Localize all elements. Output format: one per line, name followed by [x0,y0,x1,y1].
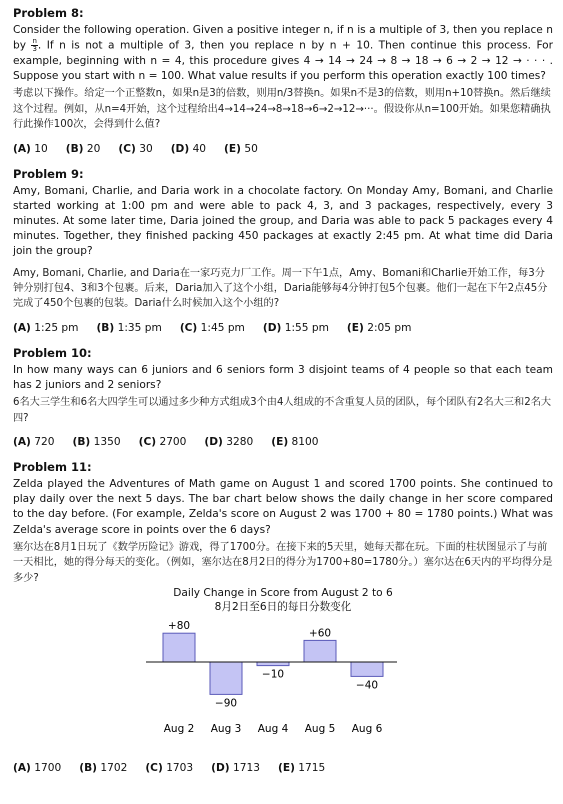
bar-aug-3 [210,662,242,694]
chart-title: Daily Change in Score from August 2 to 6 [173,587,393,600]
category-label: Aug 6 [351,723,383,736]
problem-text-zh: 塞尔达在8月1日玩了《数学历险记》游戏，得了1700分。在接下来的5天里，她每天都在玩。下面的柱状图显示了与前一天相比，她的得分每天的变化。（例如，塞尔达在8月2日的得分为1700+80=1780分。）塞尔达在6天内的平均得分是多少? [13,541,553,584]
chart-plot [13,614,553,754]
choice-c[interactable]: (C) 2700 [138,435,187,448]
choice-d[interactable]: (D) 40 [170,142,207,155]
choice-a[interactable]: (A) 10 [13,142,48,155]
problem-text-zh: 6名大三学生和6名大四学生可以通过多少种方式组成3个由4人组成的不含重复人员的团队，每个团队有2名大三和2名大四? [13,397,552,424]
choice-e[interactable]: (E) 2:05 pm [346,321,412,334]
problem-text-en: Consider the following operation. Given a positive integer n, if n is a multiple of 3, then you replace n by $\frac{n}{3}$ . If n is not a multiple of 3, then you replace n by n + 10. Then continue this process. For example, beginning with n = 4, this procedure gives 4 → 14 → 24 → 8 → 18 → 6 → 2 → 12 → · · · . Suppose you start with n = 100. What value results if you perform this operation exactly 100 times? [13,24,554,83]
bar-chart [13,586,553,756]
category-label: Aug 2 [163,723,195,736]
problem-9 [13,167,553,334]
choice-b[interactable]: (B) 1:35 pm [96,321,162,334]
problem-text-zh: Amy, Bomani, Charlie, and Daria在一家巧克力厂工作。周一下午1点，Amy、Bomani和Charlie开始工作，每3分钟分别打包4、3和3个包裹。后来，Daria加入了这个小组，Daria能够每4分钟打包5个包裹。他们一起在下午2点45分完成了450个包裹的包装。Daria什么时候加入这个小组的? [13,267,548,310]
data-label: −90 [214,697,238,710]
choice-b[interactable]: (B) 20 [65,142,101,155]
choice-a[interactable]: (A) 1:25 pm [13,321,79,334]
fraction: $\frac{n}{3}$ [32,37,37,54]
choice-a[interactable]: (A) 1700 [13,762,62,775]
bar-aug-4 [257,662,289,666]
bar-aug-5 [304,640,336,662]
problem-title: Problem 8: [13,6,84,20]
problem-text-en: Zelda played the Adventures of Math game on August 1 and scored 1700 points. She continued to play daily over the next 5 days. The bar chart below shows the daily change in her score compared to the day before. (For example, Zelda's score on August 2 was 1700 + 80 = 1780 points.) What was Zelda's average score in points over the 6 days? [13,477,553,536]
answer-choices [13,762,553,774]
choice-c[interactable]: (C) 30 [118,142,153,155]
data-label: −40 [355,679,379,692]
data-label: −10 [261,668,285,681]
problem-text-zh: 考虑以下操作。给定一个正整数n，如果n是3的倍数，则用n/3替换n。如果n不是3的倍数，则用n+10替换n。然后继续这个过程。例如，从n=4开始，这个过程给出4→14→24→8→18→6→2→12→···。假设你从n=100开始。如果您精确执行此操作100次，会得到什么值? [13,88,551,131]
choice-d[interactable]: (D) 3280 [204,435,254,448]
category-label: Aug 3 [210,723,242,736]
choice-e[interactable]: (E) 50 [224,142,258,155]
problem-title: Problem 10: [13,345,92,360]
problem-text-en: Amy, Bomani, Charlie, and Daria work in a chocolate factory. On Monday Amy, Bomani, and Charlie started working at 1:00 pm and were able to pack 4, 3, and 3 packages, respectively, every 3 minutes. At some later time, Daria joined the group, and Daria was able to pack 5 packages every 4 minutes. Together, they finished packing 450 packages at exactly 2:45 pm. At what time did Daria join the group? [13,184,553,258]
choice-b[interactable]: (B) 1350 [72,435,121,448]
problem-title: Problem 9: [13,166,84,181]
choice-d[interactable]: (D) 1713 [211,762,260,775]
data-label: +60 [308,627,332,640]
choice-a[interactable]: (A) 720 [13,435,55,448]
answer-choices [13,436,553,448]
category-label: Aug 5 [304,723,336,736]
choice-e[interactable]: (E) 1715 [277,762,326,775]
bar-aug-6 [351,662,383,676]
page [13,6,553,786]
choice-c[interactable]: (C) 1:45 pm [179,321,245,334]
choice-b[interactable]: (B) 1702 [79,762,128,775]
problem-10 [13,346,553,448]
answer-choices [13,322,553,334]
chart-subtitle: 8月2日至6日的每日分数变化 [214,601,352,614]
data-label: +80 [167,620,191,633]
choice-d[interactable]: (D) 1:55 pm [262,321,329,334]
problem-text-en: In how many ways can 6 juniors and 6 seniors form 3 disjoint teams of 4 people so that each team has 2 juniors and 2 seniors? [13,363,553,391]
problem-8 [13,6,553,155]
bar-aug-2 [163,633,195,662]
choice-c[interactable]: (C) 1703 [145,762,194,775]
category-label: Aug 4 [257,723,289,736]
choice-e[interactable]: (E) 8100 [271,435,319,448]
problem-title: Problem 11: [13,459,92,474]
problem-11 [13,460,553,774]
answer-choices [13,143,553,155]
